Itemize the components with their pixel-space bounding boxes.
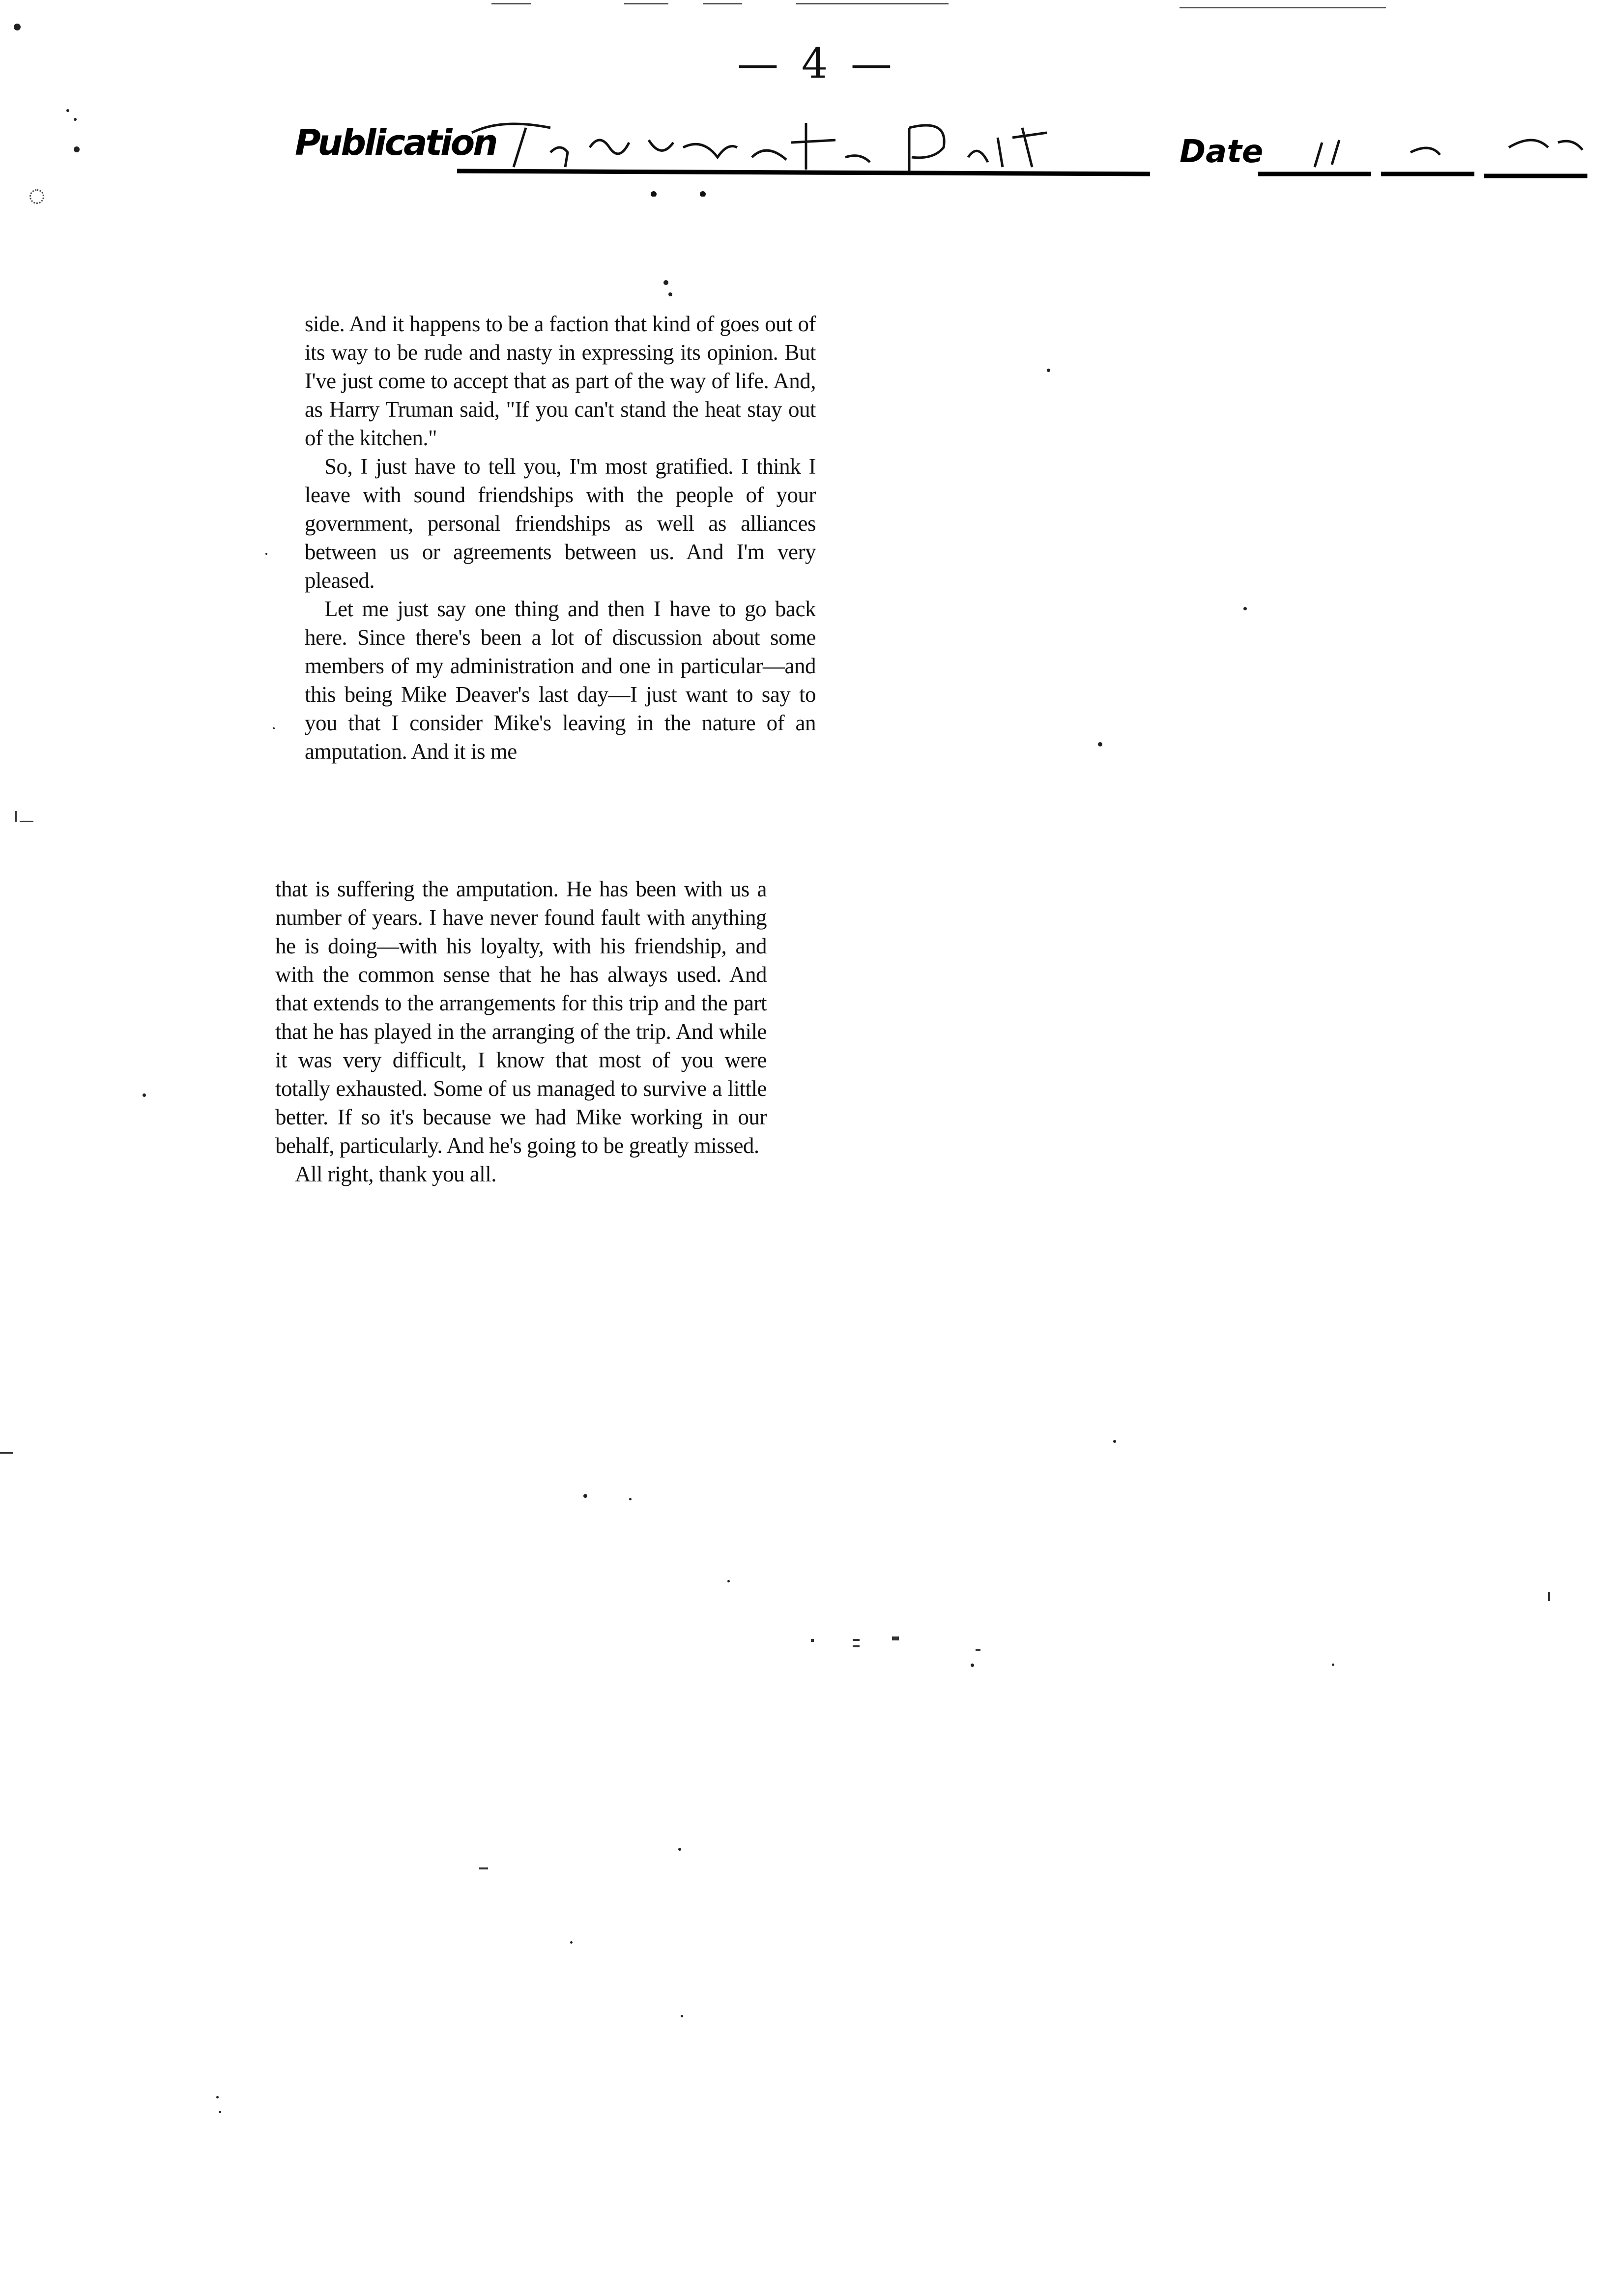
scan-mark — [976, 1649, 980, 1651]
scan-speck — [629, 1498, 632, 1500]
scan-rule — [624, 3, 668, 4]
article-paragraph: side. And it happens to be a faction that kind of goes out of its way to be rude and nasty in expressing its opinion. But I've just come to accept that as part of the way of life. And, as Harry Truman said, "If you can't stand the heat stay out of the kitchen." — [305, 312, 816, 450]
handwritten-date — [1315, 140, 1583, 167]
article-column-bottom — [275, 875, 767, 1188]
scan-mark — [15, 811, 17, 822]
scan-mark — [853, 1639, 860, 1641]
scan-speck — [74, 146, 80, 152]
scan-speck — [1332, 1664, 1334, 1666]
scan-speck — [681, 2015, 683, 2017]
scan-speck — [216, 2096, 219, 2098]
scan-speck — [143, 1093, 146, 1097]
scan-speck — [14, 24, 21, 30]
scan-speck — [678, 1848, 681, 1851]
publication-stamp — [295, 113, 1592, 197]
article-column-top — [305, 310, 816, 766]
article-paragraph: that is suffering the amputation. He has been with us a number of years. I have never found fault with anything he is doing—with his loyalty, with his friendship, and with the common sense that he has always used. And that extends to the arrangements for this trip and the part that he has played in the arranging of the trip. And while it was very difficult, I know that most of you were totally exhausted. Some of us managed to survive a little better. If so it's because we had Mike working in our behalf, particularly. And he's going to be greatly missed. — [275, 877, 767, 1158]
article-paragraph: All right, thank you all. — [295, 1162, 496, 1186]
scan-rule — [491, 3, 531, 4]
scan-rule — [796, 3, 949, 4]
page-number: — 4 — — [737, 39, 897, 87]
scan-mark — [892, 1636, 899, 1640]
scan-mark — [20, 821, 33, 822]
scan-speck — [1098, 742, 1102, 746]
scan-mark — [0, 1452, 13, 1454]
scan-speck — [971, 1664, 974, 1667]
scan-speck — [66, 109, 69, 112]
article-paragraph: So, I just have to tell you, I'm most gratified. I think I leave with sound friendships with the people of your government, personal friendships as well as alliances between us or agreements between us. And I'm very pleased. — [305, 454, 816, 593]
scan-speck — [74, 118, 77, 121]
publication-stamp-text — [295, 122, 496, 163]
svg-text:Date: Date — [1180, 134, 1264, 170]
scan-speck — [1243, 607, 1247, 610]
scan-mark — [853, 1645, 860, 1647]
scan-mark — [1548, 1592, 1550, 1601]
scan-speck — [273, 727, 275, 729]
scan-rule — [703, 3, 742, 4]
scan-speck — [668, 292, 672, 296]
scan-rule — [1180, 7, 1386, 8]
svg-text:Publication: Publication — [295, 122, 496, 163]
scan-speck — [1047, 369, 1050, 372]
publication-underline — [457, 171, 1150, 174]
handwritten-publication — [472, 123, 1047, 172]
scan-speck — [570, 1941, 573, 1944]
scan-speck — [727, 1580, 730, 1582]
scan-mark — [29, 189, 44, 204]
scan-speck — [583, 1494, 587, 1498]
article-paragraph: Let me just say one thing and then I have to go back here. Since there's been a lot of discussion about some members of my administration and one in particular—and this being Mike Deaver's last day—I just want to say to you that I consider Mike's leaving in the nature of an amputation. And it is me — [305, 597, 816, 764]
scan-speck — [663, 280, 668, 285]
scan-mark — [479, 1867, 488, 1869]
scan-speck — [1113, 1440, 1116, 1443]
scan-speck — [265, 553, 267, 555]
scan-mark — [811, 1639, 814, 1642]
scan-speck — [219, 2111, 221, 2113]
